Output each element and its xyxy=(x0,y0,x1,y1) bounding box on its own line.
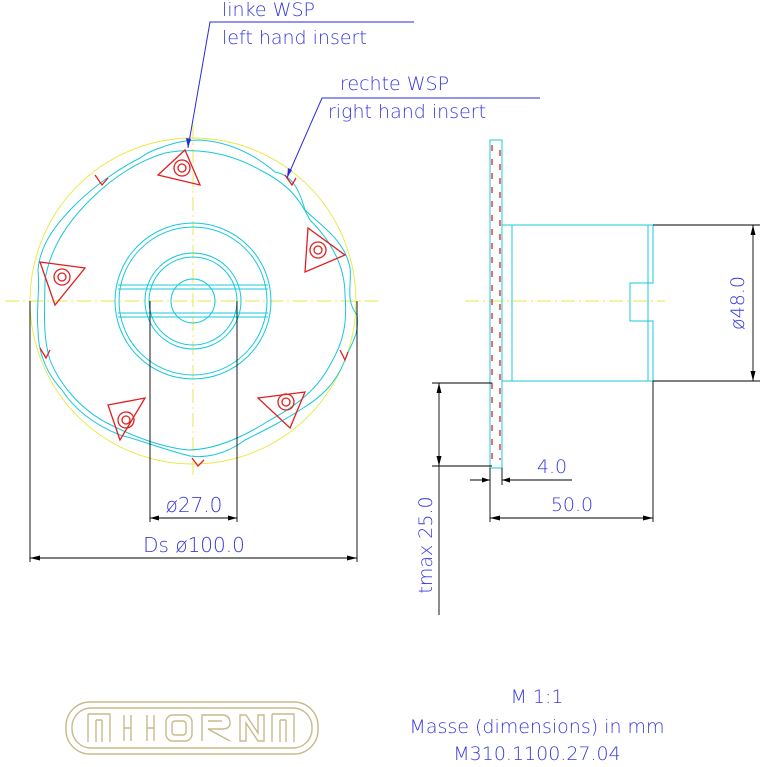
shank-diameter-label: ø48.0 xyxy=(727,276,749,330)
cutting-diameter-label: Ds ø100.0 xyxy=(143,533,245,557)
hub-profile xyxy=(502,225,653,381)
scale-label: M 1:1 xyxy=(510,686,564,708)
right-insert-label-de: rechte WSP xyxy=(340,73,450,95)
length-label: 50.0 xyxy=(550,494,594,516)
cutting-diameter-dimension xyxy=(30,301,357,562)
side-view xyxy=(415,140,760,615)
insert-left xyxy=(40,262,85,305)
part-number-label: M310.1100.27.04 xyxy=(453,743,621,765)
max-depth-dimension xyxy=(432,383,492,615)
disc-teeth xyxy=(492,145,500,465)
width-label: 4.0 xyxy=(536,456,568,478)
right-insert-label-en: right hand insert xyxy=(328,101,487,123)
tooth-mark-1 xyxy=(95,175,108,185)
bore-diameter-label: ø27.0 xyxy=(165,493,223,517)
tooth-mark-5 xyxy=(192,458,204,466)
insert-bottom-left xyxy=(108,398,145,440)
tooth-mark-4 xyxy=(340,350,348,360)
horn-logo xyxy=(66,702,318,754)
left-insert-arrow xyxy=(186,138,191,148)
units-label: Masse (dimensions) in mm xyxy=(409,716,665,738)
insert-right xyxy=(305,228,345,272)
max-depth-label: tmax 25.0 xyxy=(415,496,437,594)
insert-top xyxy=(158,150,200,185)
left-insert-label-en: left hand insert xyxy=(222,27,367,49)
bore-dimension xyxy=(150,301,237,522)
left-insert-label-de: linke WSP xyxy=(222,0,315,21)
